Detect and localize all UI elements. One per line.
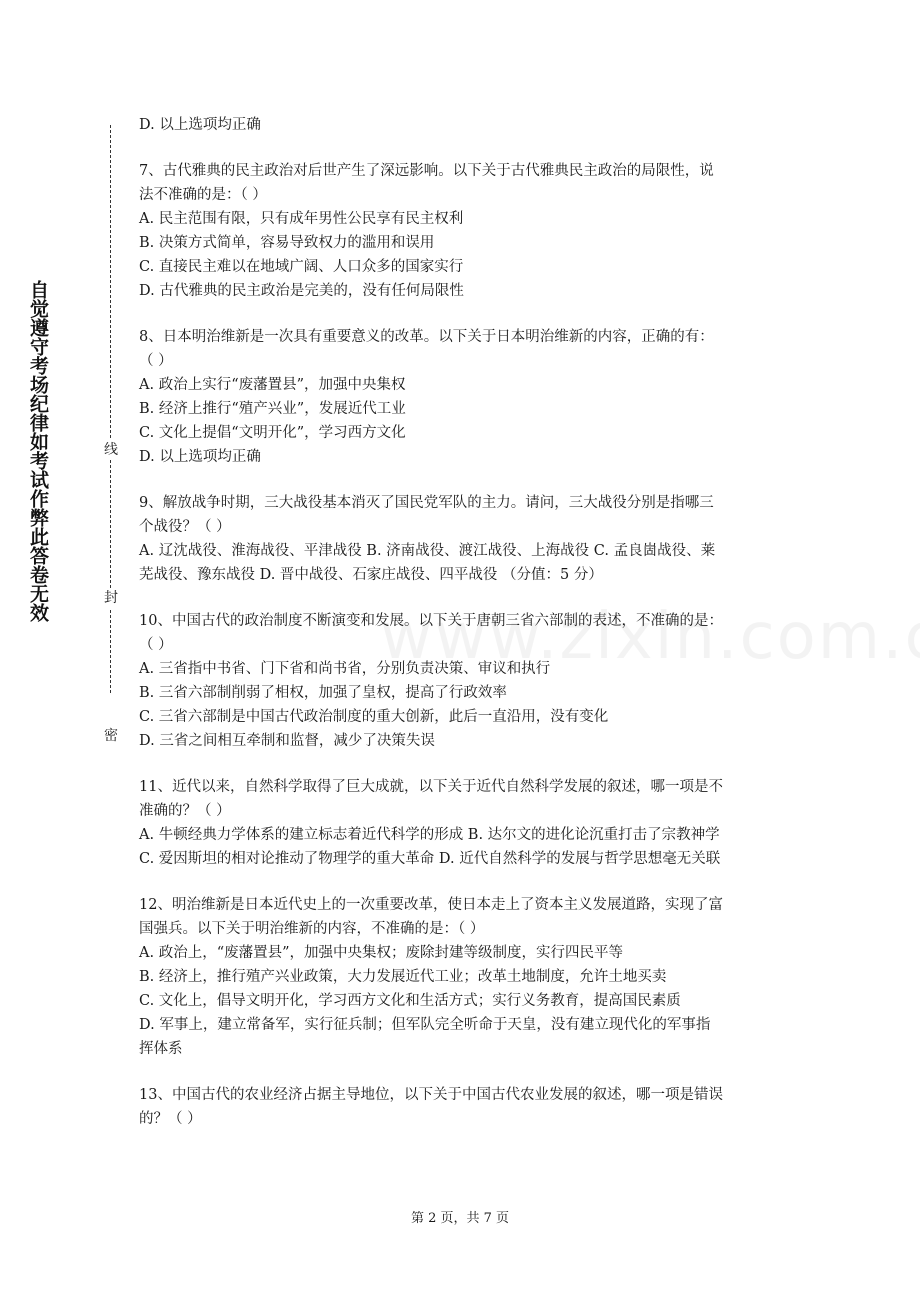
- question-10: [139, 609, 784, 753]
- option-a: A. 民主范围有限，只有成年男性公民享有民主权利: [139, 211, 464, 227]
- question-stem: 13、中国古代的农业经济占据主导地位，以下关于中国古代农业发展的叙述，哪一项是错误: [139, 1087, 723, 1103]
- question-8: [139, 325, 784, 469]
- option-a: A. 政治上，“废藩置县”，加强中央集权；废除封建等级制度，实行四民平等: [139, 945, 624, 961]
- option-b: B. 决策方式简单，容易导致权力的滥用和误用: [139, 235, 435, 251]
- binding-mark-feng: 封: [104, 590, 118, 606]
- question-7: [139, 159, 784, 303]
- option-c: C. 直接民主难以在地域广阔、人口众多的国家实行: [139, 259, 464, 275]
- option-b: B. 三省六部制削弱了相权，加强了皇权，提高了行政效率: [139, 685, 507, 701]
- option-d: D. 三省之间相互牵制和监督，减少了决策失误: [139, 733, 435, 749]
- binding-mark-xian: 线: [104, 442, 118, 458]
- question-stem: 法不准确的是：（ ）: [139, 187, 267, 203]
- option-c: C. 三省六部制是中国古代政治制度的重大创新，此后一直沿用，没有变化: [139, 709, 609, 725]
- option-d: D. 以上选项均正确: [139, 449, 261, 465]
- question-stem: 12、明治维新是日本近代史上的一次重要改革，使日本走上了资本主义发展道路，实现了富: [139, 897, 723, 913]
- question-stem: 的？（ ）: [139, 1111, 202, 1127]
- question-stem: 10、中国古代的政治制度不断演变和发展。以下关于唐朝三省六部制的表述，不准确的是：: [139, 613, 723, 629]
- question-stem: （ ）: [139, 637, 173, 653]
- question-stem: 8、日本明治维新是一次具有重要意义的改革。以下关于日本明治维新的内容，正确的有：: [139, 329, 714, 345]
- question-13: [139, 1083, 784, 1131]
- question-stem: 11、近代以来，自然科学取得了巨大成就，以下关于近代自然科学发展的叙述，哪一项是不: [139, 779, 723, 795]
- options-line: A. 牛顿经典力学体系的建立标志着近代科学的形成 B. 达尔文的进化论沉重打击了宗教神学: [139, 827, 720, 843]
- options-line: 芜战役、豫东战役 D. 晋中战役、石家庄战役、四平战役 （分值：5 分）: [139, 567, 603, 583]
- exam-content: [139, 113, 784, 1131]
- question-stem: 9、解放战争时期，三大战役基本消灭了国民党军队的主力。请问，三大战役分别是指哪三: [139, 495, 714, 511]
- option-d: D. 古代雅典的民主政治是完美的，没有任何局限性: [139, 283, 464, 299]
- question-9: [139, 491, 784, 587]
- options-line: A. 辽沈战役、淮海战役、平津战役 B. 济南战役、渡江战役、上海战役 C. 孟良崮战役、莱: [139, 543, 716, 559]
- page-footer: 第 2 页，共 7 页: [410, 1211, 510, 1226]
- option-c: C. 文化上提倡“文明开化”，学习西方文化: [139, 425, 406, 441]
- option-b: B. 经济上，推行殖产兴业政策，大力发展近代工业；改革土地制度，允许土地买卖: [139, 969, 667, 985]
- question-stem: 7、古代雅典的民主政治对后世产生了深远影响。以下关于古代雅典民主政治的局限性，说: [139, 163, 714, 179]
- option-a: A. 三省指中书省、门下省和尚书省，分别负责决策、审议和执行: [139, 661, 551, 677]
- binding-warning: 自觉遵守考场纪律如考试作弊此答卷无效: [27, 280, 49, 622]
- question-11: [139, 775, 784, 871]
- question-12: [139, 893, 784, 1061]
- question-stem: 个战役？（ ）: [139, 519, 231, 535]
- option-d-continued: 挥体系: [139, 1041, 183, 1057]
- option-d: D. 军事上，建立常备军，实行征兵制；但军队完全听命于天皇，没有建立现代化的军事指: [139, 1017, 711, 1033]
- options-line: C. 爱因斯坦的相对论推动了物理学的重大革命 D. 近代自然科学的发展与哲学思想毫无关联: [139, 851, 721, 867]
- question-stem: （ ）: [139, 353, 173, 369]
- option-line: D. 以上选项均正确: [139, 117, 261, 133]
- option-c: C. 文化上，倡导文明开化，学习西方文化和生活方式；实行义务教育，提高国民素质: [139, 993, 681, 1009]
- question-stem: 国强兵。以下关于明治维新的内容，不准确的是：（ ）: [139, 921, 485, 937]
- question-stem: 准确的？（ ）: [139, 803, 231, 819]
- binding-mark-mi: 密: [104, 728, 118, 744]
- option-b: B. 经济上推行“殖产兴业”，发展近代工业: [139, 401, 406, 417]
- option-a: A. 政治上实行“废藩置县”，加强中央集权: [139, 377, 406, 393]
